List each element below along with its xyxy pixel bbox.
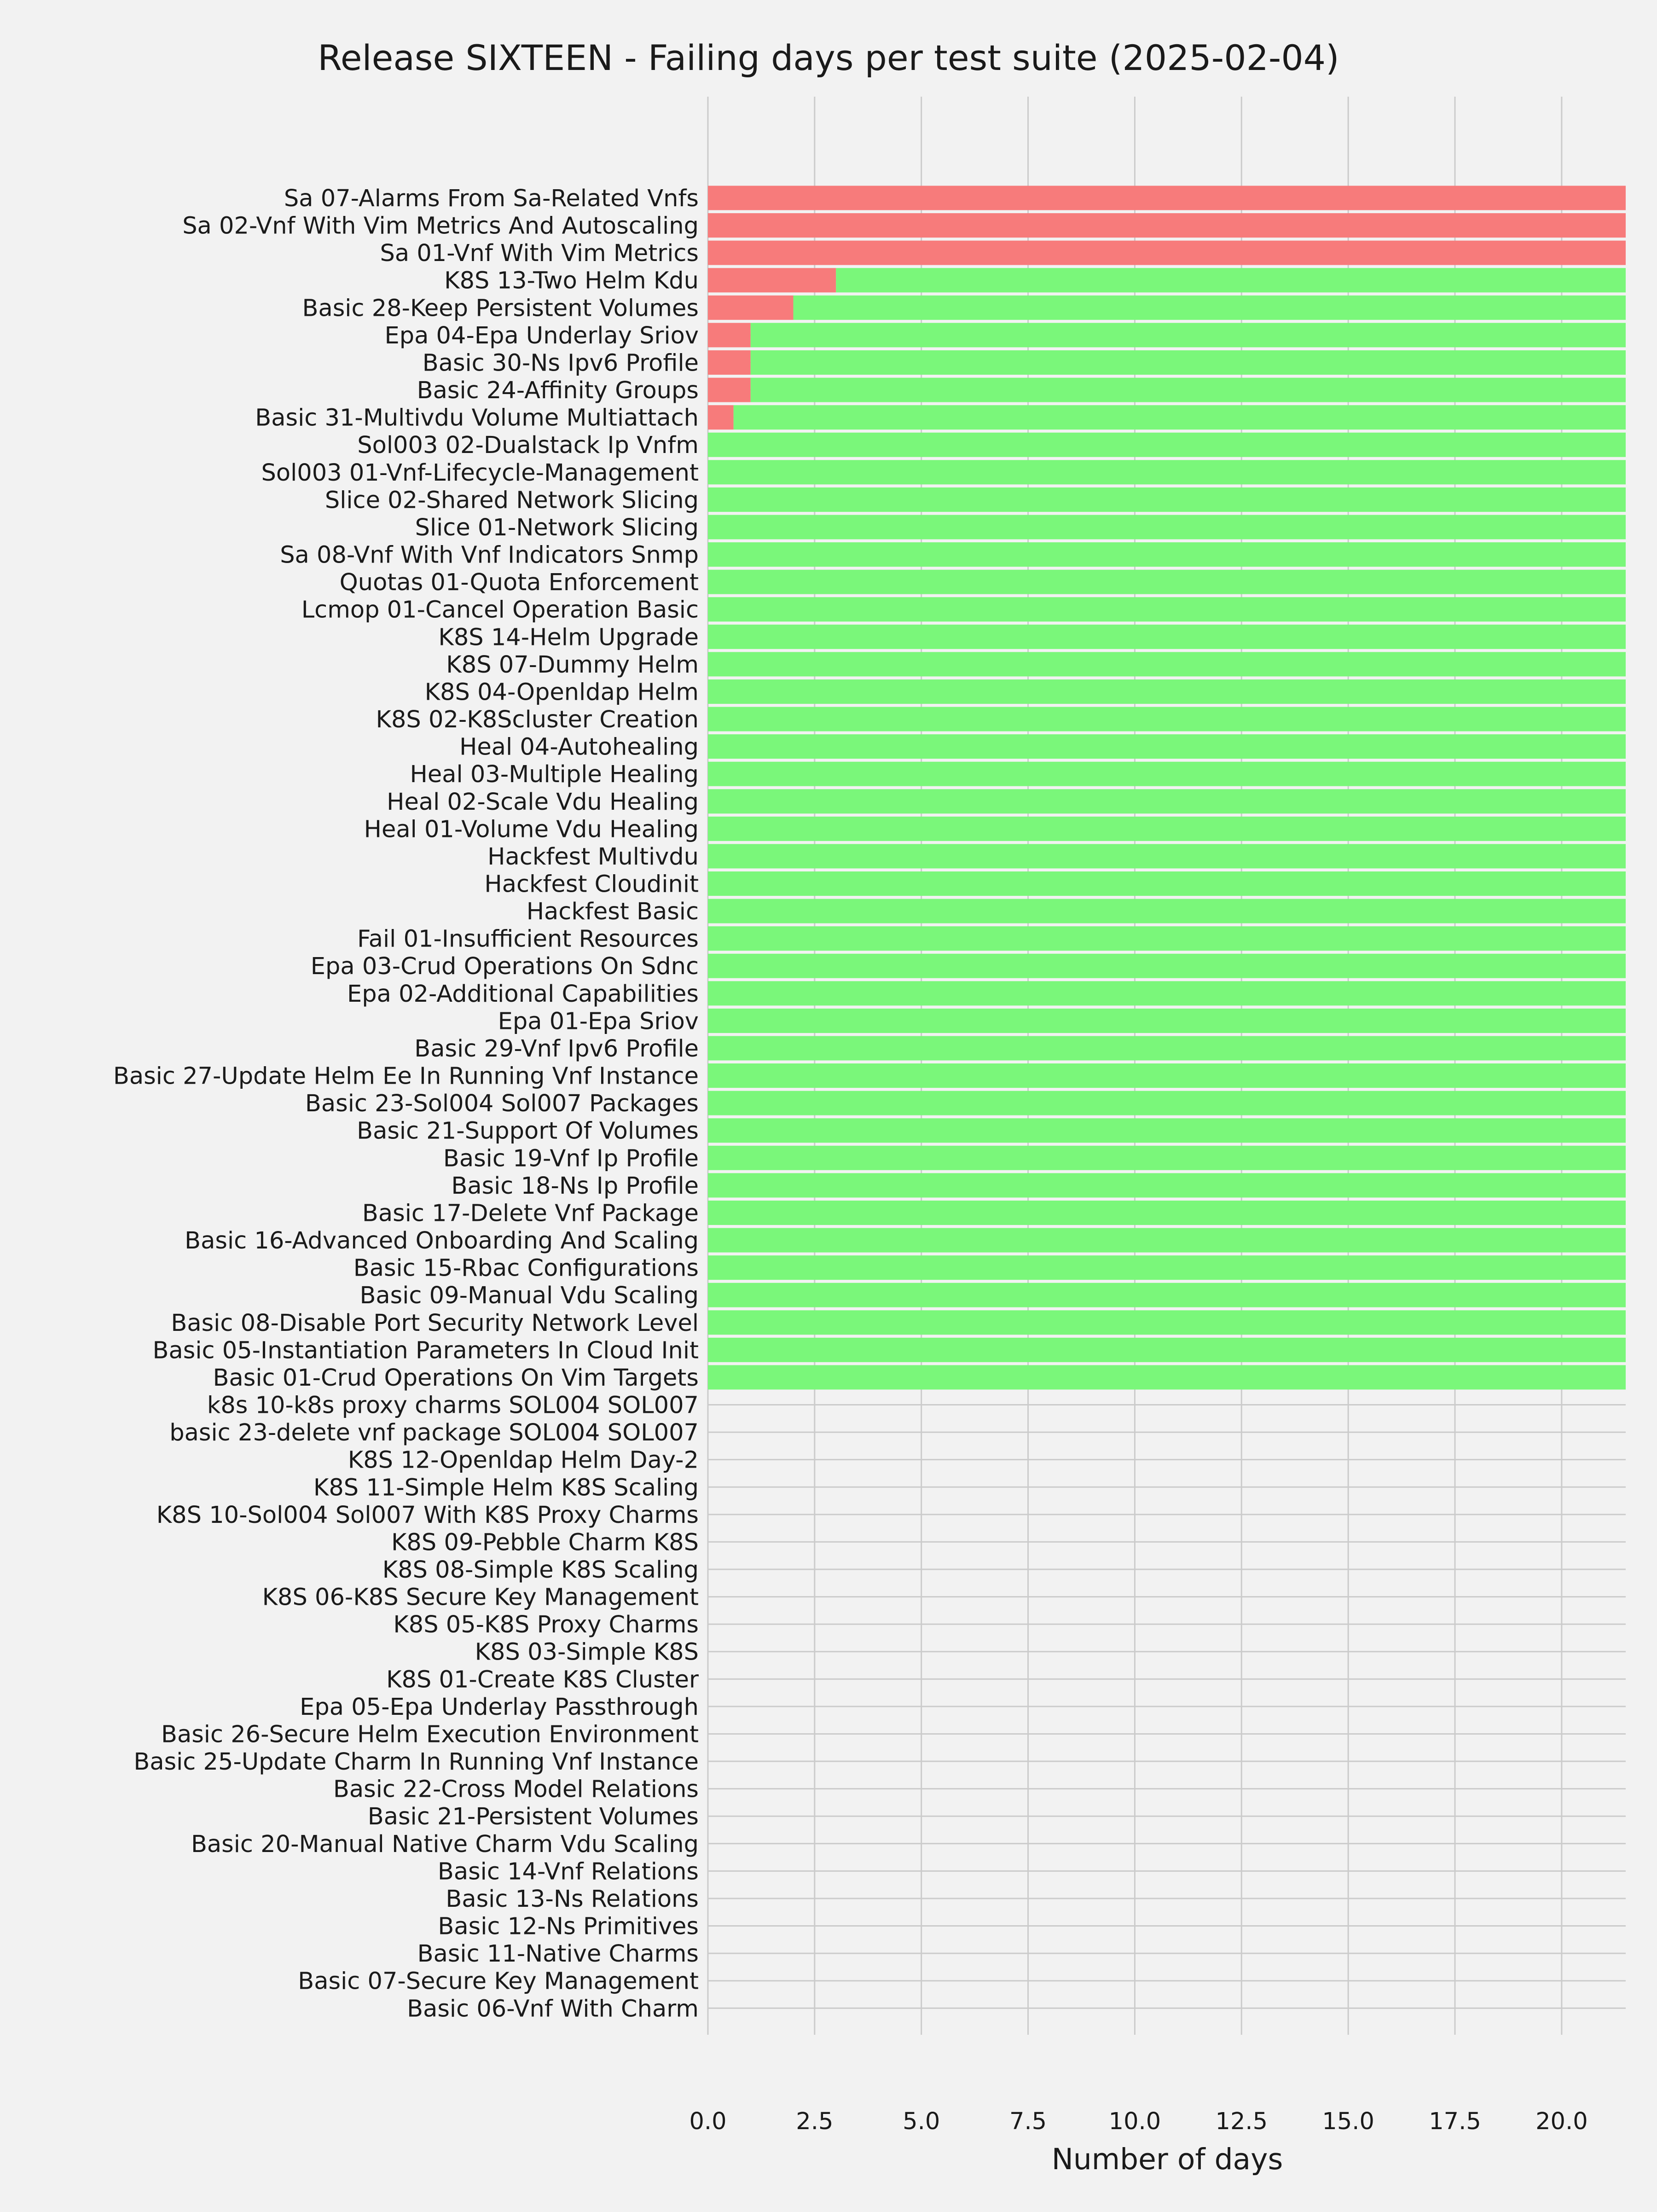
bar-passing bbox=[793, 296, 1626, 320]
bar-failing bbox=[708, 296, 793, 320]
category-label: Lcmop 01-Cancel Operation Basic bbox=[301, 596, 699, 624]
category-label: Basic 23-Sol004 Sol007 Packages bbox=[305, 1090, 699, 1118]
category-label: K8S 12-Openldap Helm Day-2 bbox=[348, 1446, 699, 1474]
bar-passing bbox=[708, 1283, 1626, 1307]
bar-passing bbox=[708, 1228, 1626, 1253]
category-label: Epa 01-Epa Sriov bbox=[498, 1008, 699, 1035]
category-label: Basic 07-Secure Key Management bbox=[298, 1968, 699, 1995]
x-tick-label: 5.0 bbox=[903, 2108, 940, 2135]
category-label: Slice 02-Shared Network Slicing bbox=[324, 487, 699, 514]
category-label: Basic 21-Persistent Volumes bbox=[367, 1803, 699, 1831]
bar-passing bbox=[708, 707, 1626, 732]
bar-passing bbox=[708, 1009, 1626, 1033]
bar-passing bbox=[708, 926, 1626, 951]
x-tick-label: 17.5 bbox=[1429, 2108, 1481, 2135]
bar-passing bbox=[836, 268, 1626, 292]
category-label: Basic 08-Disable Port Security Network Level bbox=[171, 1309, 699, 1337]
category-label: Basic 12-Ns Primitives bbox=[438, 1913, 699, 1940]
category-label: Basic 18-Ns Ip Profile bbox=[451, 1172, 699, 1200]
bar-passing bbox=[708, 817, 1626, 841]
category-label: K8S 13-Two Helm Kdu bbox=[444, 267, 699, 295]
bar-passing bbox=[708, 570, 1626, 594]
x-tick-label: 0.0 bbox=[689, 2108, 727, 2135]
category-label: K8S 10-Sol004 Sol007 With K8S Proxy Charms bbox=[156, 1501, 699, 1529]
bar-passing bbox=[751, 378, 1626, 402]
bar-passing bbox=[734, 405, 1626, 430]
x-tick-label: 2.5 bbox=[796, 2108, 834, 2135]
bar-passing bbox=[708, 1118, 1626, 1143]
bar-passing bbox=[708, 1063, 1626, 1088]
bar-passing bbox=[708, 433, 1626, 457]
category-label: Basic 13-Ns Relations bbox=[446, 1885, 699, 1913]
category-label: Basic 16-Advanced Onboarding And Scaling bbox=[185, 1227, 699, 1255]
bar-passing bbox=[751, 350, 1626, 375]
x-tick-label: 15.0 bbox=[1322, 2108, 1374, 2135]
bar-passing bbox=[708, 844, 1626, 868]
category-label: Heal 04-Autohealing bbox=[459, 733, 699, 761]
category-label: Sa 02-Vnf With Vim Metrics And Autoscaling bbox=[182, 212, 699, 240]
category-label: Sol003 01-Vnf-Lifecycle-Management bbox=[261, 459, 699, 487]
category-label: Epa 02-Additional Capabilities bbox=[347, 980, 699, 1008]
category-label: K8S 04-Openldap Helm bbox=[424, 679, 699, 706]
bar-passing bbox=[708, 734, 1626, 759]
category-label: Basic 05-Instantiation Parameters In Cloud Init bbox=[152, 1337, 699, 1364]
bar-failing bbox=[708, 186, 1626, 210]
category-label: K8S 05-K8S Proxy Charms bbox=[393, 1611, 699, 1639]
x-tick-label: 7.5 bbox=[1009, 2108, 1047, 2135]
bar-passing bbox=[708, 460, 1626, 484]
category-label: Sol003 02-Dualstack Ip Vnfm bbox=[357, 432, 699, 459]
category-label: Sa 01-Vnf With Vim Metrics bbox=[380, 240, 699, 267]
category-label: Basic 27-Update Helm Ee In Running Vnf Instance bbox=[113, 1062, 699, 1090]
category-label: Epa 05-Epa Underlay Passthrough bbox=[300, 1693, 699, 1721]
x-tick-label: 12.5 bbox=[1215, 2108, 1268, 2135]
bar-failing bbox=[708, 241, 1626, 265]
category-label: K8S 14-Helm Upgrade bbox=[438, 624, 699, 651]
bar-passing bbox=[751, 323, 1626, 347]
bar-failing bbox=[708, 405, 734, 430]
category-label: Hackfest Cloudinit bbox=[484, 871, 699, 898]
x-tick-label: 10.0 bbox=[1108, 2108, 1161, 2135]
category-label: Basic 14-Vnf Relations bbox=[437, 1858, 699, 1886]
category-label: Sa 08-Vnf With Vnf Indicators Snmp bbox=[280, 541, 699, 569]
x-tick-label: 20.0 bbox=[1535, 2108, 1588, 2135]
bar-failing bbox=[708, 268, 836, 292]
bar-passing bbox=[708, 1173, 1626, 1197]
bar-failing bbox=[708, 213, 1626, 238]
category-label: Slice 01-Network Slicing bbox=[415, 514, 699, 541]
x-axis-label: Number of days bbox=[1051, 2142, 1283, 2176]
category-label: Basic 20-Manual Native Charm Vdu Scaling bbox=[191, 1830, 699, 1858]
bar-passing bbox=[708, 1338, 1626, 1362]
category-label: Basic 22-Cross Model Relations bbox=[333, 1776, 699, 1803]
bar-passing bbox=[708, 1146, 1626, 1170]
bar-passing bbox=[708, 597, 1626, 621]
category-label: Basic 28-Keep Persistent Volumes bbox=[302, 295, 699, 322]
bar-failing bbox=[708, 323, 751, 347]
bar-passing bbox=[708, 652, 1626, 676]
category-label: Basic 06-Vnf With Charm bbox=[407, 1995, 699, 2023]
bar-passing bbox=[708, 1310, 1626, 1335]
bar-passing bbox=[708, 542, 1626, 567]
category-label: Basic 21-Support Of Volumes bbox=[357, 1117, 699, 1145]
category-label: K8S 07-Dummy Helm bbox=[446, 651, 699, 679]
bar-passing bbox=[708, 899, 1626, 923]
category-label: Basic 19-Vnf Ip Profile bbox=[443, 1145, 699, 1173]
category-label: Heal 03-Multiple Healing bbox=[410, 761, 699, 789]
category-label: K8S 11-Simple Helm K8S Scaling bbox=[313, 1474, 699, 1502]
category-label: Basic 15-Rbac Configurations bbox=[353, 1254, 699, 1282]
bar-passing bbox=[708, 871, 1626, 896]
bar-failing bbox=[708, 378, 751, 402]
category-label: Heal 01-Volume Vdu Healing bbox=[364, 816, 699, 843]
bar-failing bbox=[708, 350, 751, 375]
category-label: Basic 24-Affinity Groups bbox=[417, 377, 699, 405]
category-label: Basic 25-Update Charm In Running Vnf Instance bbox=[133, 1748, 699, 1776]
category-label: K8S 09-Pebble Charm K8S bbox=[391, 1529, 699, 1556]
category-label: Heal 02-Scale Vdu Healing bbox=[387, 788, 699, 816]
category-label: Quotas 01-Quota Enforcement bbox=[339, 569, 699, 597]
category-label: K8S 03-Simple K8S bbox=[475, 1638, 699, 1666]
category-label: K8S 01-Create K8S Cluster bbox=[386, 1666, 699, 1694]
category-label: k8s 10-k8s proxy charms SOL004 SOL007 bbox=[207, 1392, 699, 1419]
bar-passing bbox=[708, 1091, 1626, 1115]
category-label: basic 23-delete vnf package SOL004 SOL007 bbox=[169, 1419, 699, 1447]
bar-passing bbox=[708, 762, 1626, 786]
category-label: Basic 26-Secure Helm Execution Environment bbox=[161, 1721, 699, 1748]
bar-passing bbox=[708, 679, 1626, 704]
bar-passing bbox=[708, 954, 1626, 978]
category-label: Hackfest Basic bbox=[526, 898, 699, 926]
bar-passing bbox=[708, 981, 1626, 1005]
bar-passing bbox=[708, 789, 1626, 813]
category-label: K8S 02-K8Scluster Creation bbox=[376, 706, 699, 734]
x-tick-labels bbox=[689, 2108, 1587, 2135]
category-label: Epa 04-Epa Underlay Sriov bbox=[384, 322, 699, 349]
category-label: Basic 11-Native Charms bbox=[417, 1940, 699, 1968]
category-label: Basic 31-Multivdu Volume Multiattach bbox=[255, 404, 699, 432]
bar-passing bbox=[708, 1255, 1626, 1280]
category-label: Basic 09-Manual Vdu Scaling bbox=[359, 1282, 699, 1310]
bar-passing bbox=[708, 1036, 1626, 1060]
chart-title: Release SIXTEEN - Failing days per test suite (2025-02-04) bbox=[318, 37, 1339, 78]
category-label: Basic 30-Ns Ipv6 Profile bbox=[422, 349, 699, 377]
category-label: Hackfest Multivdu bbox=[487, 843, 699, 871]
bar-passing bbox=[708, 515, 1626, 539]
category-label: Basic 29-Vnf Ipv6 Profile bbox=[414, 1035, 699, 1062]
category-label: Basic 01-Crud Operations On Vim Targets bbox=[213, 1364, 699, 1392]
category-label: K8S 06-K8S Secure Key Management bbox=[262, 1584, 699, 1611]
category-label: Sa 07-Alarms From Sa-Related Vnfs bbox=[284, 185, 699, 212]
bar-passing bbox=[708, 625, 1626, 649]
category-label: K8S 08-Simple K8S Scaling bbox=[382, 1556, 699, 1584]
bar-passing bbox=[708, 1201, 1626, 1225]
bar-passing bbox=[708, 488, 1626, 512]
category-label: Fail 01-Insufficient Resources bbox=[357, 925, 699, 953]
bar-passing bbox=[708, 1365, 1626, 1389]
category-label: Epa 03-Crud Operations On Sdnc bbox=[310, 953, 699, 981]
category-label: Basic 17-Delete Vnf Package bbox=[362, 1200, 699, 1227]
